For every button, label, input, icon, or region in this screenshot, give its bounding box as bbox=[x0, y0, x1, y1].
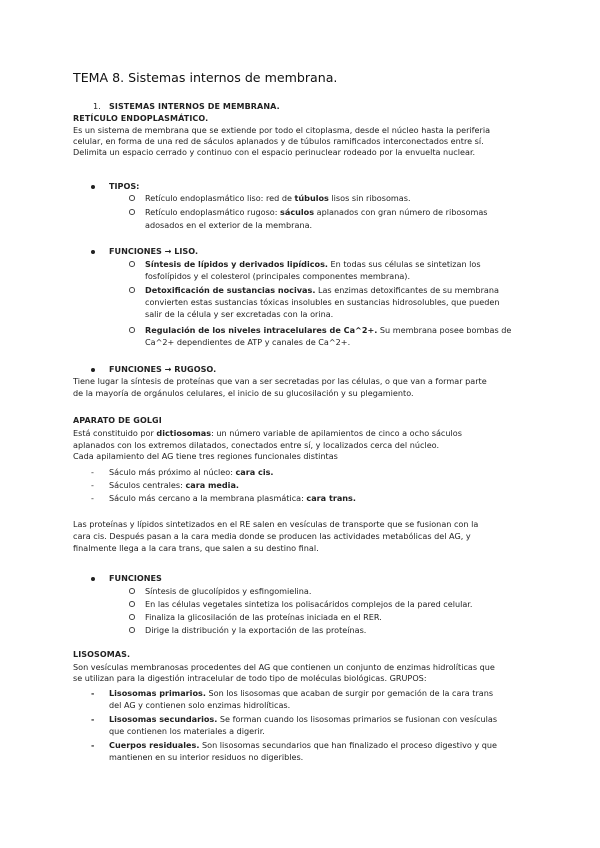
text-line: mantienen en su interior residuos no digeribles. bbox=[109, 752, 304, 763]
ring-bullet-icon bbox=[127, 325, 137, 336]
text-span: : un número variable de apilamientos de cinco a ocho sáculos bbox=[211, 428, 462, 438]
cara-item bbox=[109, 480, 239, 491]
text-line: Delimita un espacio cerrado y continuo con el espacio perinuclear rodeado por la envuelta nuclear. bbox=[73, 147, 476, 158]
filled-bullet-icon bbox=[88, 364, 98, 375]
text-span: Se forman cuando los lisosomas primarios se fusionan con vesículas bbox=[217, 714, 498, 724]
ring-bullet-icon bbox=[127, 625, 137, 636]
text-span: Sáculos centrales: bbox=[109, 480, 186, 490]
golgi-heading: APARATO DE GOLGI bbox=[73, 416, 162, 425]
ring-bullet-icon bbox=[127, 612, 137, 623]
text-line: salir de la célula y ser excretadas con la orina. bbox=[145, 309, 334, 320]
lisosomas-intro bbox=[73, 662, 495, 684]
text-line: adosados en el exterior de la membrana. bbox=[145, 220, 313, 231]
text-line: Las proteínas y lípidos sintetizados en el RE salen en vesículas de transporte que se fusionan con la bbox=[73, 519, 479, 529]
bold-span: túbulos bbox=[294, 193, 329, 203]
text-line: del AG y contienen solo enzimas hidrolíticas. bbox=[109, 700, 291, 711]
text-line: Son vesículas membranosas procedentes del AG que contienen un conjunto de enzimas hidrolíticas que bbox=[73, 662, 495, 672]
ring-bullet-icon bbox=[127, 259, 137, 270]
bold-span: Regulación de los niveles intracelulares de Ca^2+. bbox=[145, 325, 378, 335]
golgi-func-item: En las células vegetales sintetiza los polisacáridos complejos de la pared celular. bbox=[145, 599, 473, 609]
filled-bullet-icon bbox=[88, 573, 98, 584]
ring-bullet-icon bbox=[127, 193, 137, 204]
text-span: Sáculo más cercano a la membrana plasmática: bbox=[109, 493, 307, 503]
golgi-func-item: Finaliza la glicosilación de las proteínas iniciada en el RER. bbox=[145, 612, 382, 622]
golgi-func-item: Dirige la distribución y la exportación de las proteínas. bbox=[145, 625, 367, 635]
text-span: lisos sin ribosomas. bbox=[328, 193, 411, 203]
text-span: Su membrana posee bombas de bbox=[377, 325, 512, 335]
text-line: aplanados con los extremos dilatados, conectados entre sí, y localizados cerca del núcleo. bbox=[73, 440, 440, 451]
golgi-func-item: Síntesis de glucolípidos y esfingomielina. bbox=[145, 586, 312, 596]
grupo-item bbox=[109, 714, 497, 737]
tipos-label: TIPOS: bbox=[109, 181, 140, 191]
golgi-paragraph bbox=[73, 519, 478, 555]
dash-bullet: - bbox=[91, 467, 94, 477]
bold-span: cara trans. bbox=[306, 493, 356, 503]
dash-bullet: - bbox=[91, 714, 95, 724]
tipo-item bbox=[145, 193, 411, 204]
dash-bullet: - bbox=[91, 493, 94, 503]
text-line: finalmente llega a la cara trans, que salen a su destino final. bbox=[73, 543, 319, 554]
bold-span: Cuerpos residuales. bbox=[109, 740, 200, 750]
text-line: celular, en forma de una red de sáculos aplanados y de túbulos ramificados interconectados entre sí. bbox=[73, 136, 484, 147]
tipo-item bbox=[145, 207, 488, 231]
text-line: Cada apilamiento del AG tiene tres regiones funcionales distintas bbox=[73, 451, 338, 462]
bold-span: Lisosomas primarios. bbox=[109, 688, 206, 698]
func-liso-item bbox=[145, 285, 525, 321]
text-line: fosfolípidos y el colesterol (principales componentes membrana). bbox=[145, 271, 411, 282]
ring-bullet-icon bbox=[127, 599, 137, 610]
text-span: Sáculo más próximo al núcleo: bbox=[109, 467, 236, 477]
bold-span: Lisosomas secundarios. bbox=[109, 714, 218, 724]
text-line: Ca^2+ dependientes de ATP y canales de Ca^2+. bbox=[145, 337, 351, 348]
grupo-item bbox=[109, 688, 493, 711]
text-span: Está constituido por bbox=[73, 428, 157, 438]
dash-bullet: - bbox=[91, 480, 94, 490]
ring-bullet-icon bbox=[127, 586, 137, 597]
section-subheading: RETÍCULO ENDOPLASMÁTICO. bbox=[73, 114, 209, 123]
golgi-func-label: FUNCIONES bbox=[109, 573, 162, 583]
section-number: 1. bbox=[93, 101, 101, 111]
text-span: Retículo endoplasmático liso: red de bbox=[145, 193, 295, 203]
dash-bullet: - bbox=[91, 688, 95, 698]
lisosomas-heading: LISOSOMAS. bbox=[73, 650, 131, 659]
re-intro bbox=[73, 125, 490, 159]
text-line: cara cis. Después pasan a la cara media donde se producen las actividades metabólicas del AG, y bbox=[73, 531, 471, 542]
grupo-item bbox=[109, 740, 497, 763]
text-span: aplanados con gran número de ribosomas bbox=[314, 207, 488, 217]
text-line: Es un sistema de membrana que se extiende por todo el citoplasma, desde el núcleo hasta la periferia bbox=[73, 125, 491, 135]
text-line: de la mayoría de orgánulos celulares, el inicio de su glucosilación y su plegamiento. bbox=[73, 388, 414, 399]
text-line: Tiene lugar la síntesis de proteínas que van a ser secretadas por las células, o que van a formar parte bbox=[73, 376, 487, 386]
golgi-intro bbox=[73, 428, 462, 463]
func-rugoso-text bbox=[73, 376, 487, 399]
text-span: Las enzimas detoxificantes de su membrana bbox=[315, 285, 499, 295]
filled-bullet-icon bbox=[88, 246, 98, 257]
cara-item bbox=[109, 467, 274, 478]
text-span: En todas sus células se sintetizan los bbox=[327, 259, 481, 269]
ring-bullet-icon bbox=[127, 207, 137, 218]
text-line: que contienen los materiales a digerir. bbox=[109, 726, 265, 737]
dash-bullet: - bbox=[91, 740, 95, 750]
text-span: Son lisosomas secundarios que han finalizado el proceso digestivo y que bbox=[199, 740, 498, 750]
func-rugoso-label: FUNCIONES → RUGOSO. bbox=[109, 364, 217, 374]
bold-span: sáculos bbox=[280, 207, 315, 217]
filled-bullet-icon bbox=[88, 181, 98, 192]
text-line: convierten estas sustancias tóxicas insolubles en sustancias hidrosolubles, que pueden bbox=[145, 297, 500, 308]
text-span: Son los lisosomas que acaban de surgir por gemación de la cara trans bbox=[205, 688, 494, 698]
ring-bullet-icon bbox=[127, 285, 137, 296]
bold-span: cara cis. bbox=[235, 467, 274, 477]
bold-span: Detoxificación de sustancias nocivas. bbox=[145, 285, 316, 295]
section-heading: SISTEMAS INTERNOS DE MEMBRANA. bbox=[109, 102, 280, 111]
bold-span: cara media. bbox=[185, 480, 239, 490]
func-liso-item bbox=[145, 259, 525, 282]
bold-span: Síntesis de lípidos y derivados lipídicos. bbox=[145, 259, 328, 269]
text-span: Retículo endoplasmático rugoso: bbox=[145, 207, 281, 217]
text-line: se utilizan para la digestión intracelular de todo tipo de moléculas biológicas. GRUPOS: bbox=[73, 673, 427, 684]
cara-item bbox=[109, 493, 356, 504]
page-title: TEMA 8. Sistemas internos de membrana. bbox=[73, 70, 338, 85]
bold-span: dictiosomas bbox=[156, 428, 212, 438]
func-liso-label: FUNCIONES → LISO. bbox=[109, 246, 199, 256]
func-liso-item bbox=[145, 325, 535, 348]
